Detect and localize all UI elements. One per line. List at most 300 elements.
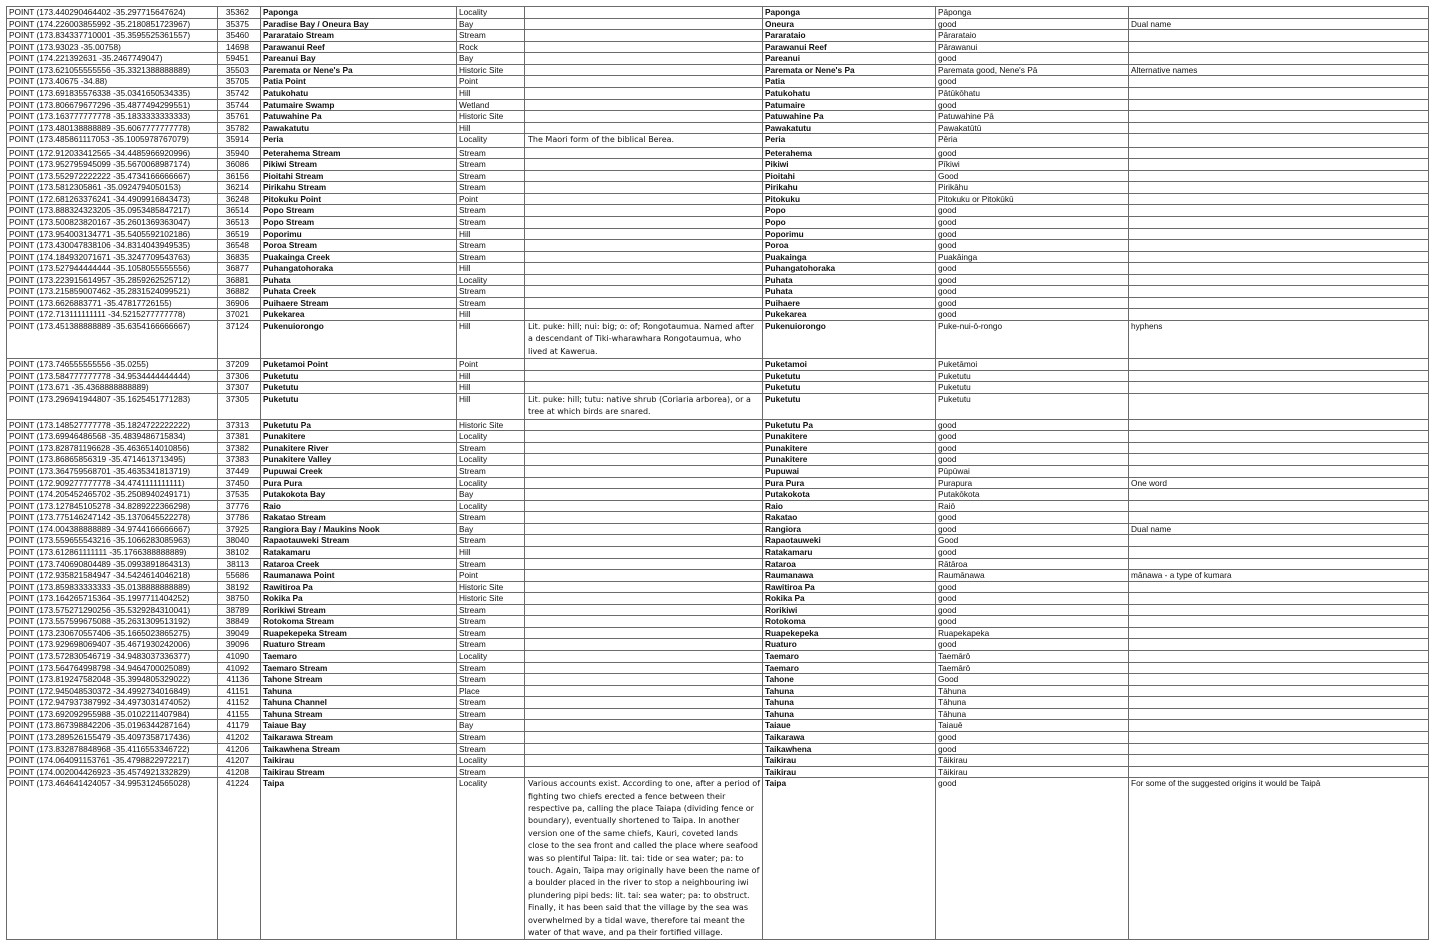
- current-name-cell: Puketutu Pa: [261, 419, 457, 431]
- table-row: [7, 41, 1429, 53]
- proposed-name-cell: Pioitahi: [763, 170, 936, 182]
- feature-type-cell: Stream: [457, 558, 525, 570]
- feature-id-cell: 35742: [218, 87, 261, 99]
- table-row: [7, 359, 1429, 371]
- name-origin-cell: [525, 18, 763, 30]
- current-name-cell: Popo Stream: [261, 205, 457, 217]
- table-row: [7, 251, 1429, 263]
- current-name-cell: Puihaere Stream: [261, 297, 457, 309]
- geometry-cell: POINT (173.93023 -35.00758): [7, 41, 218, 53]
- comment-cell: Dual name: [1129, 18, 1429, 30]
- geometry-cell: POINT (173.527944444444 -35.1058055555556): [7, 263, 218, 275]
- name-origin-cell: [525, 41, 763, 53]
- table-row: [7, 570, 1429, 582]
- name-origin-cell: [525, 111, 763, 123]
- comment-cell: [1129, 159, 1429, 171]
- orthography-cell: Paremata good, Nene's Pā: [936, 64, 1129, 76]
- feature-type-cell: Locality: [457, 431, 525, 443]
- geometry-cell: POINT (173.888324323205 -35.0953485847217): [7, 205, 218, 217]
- table-row: [7, 76, 1429, 88]
- orthography-cell: Pāponga: [936, 7, 1129, 19]
- proposed-name-cell: Pura Pura: [763, 477, 936, 489]
- comment-cell: [1129, 546, 1429, 558]
- table-row: [7, 134, 1429, 147]
- comment-cell: [1129, 309, 1429, 321]
- feature-id-cell: 38113: [218, 558, 261, 570]
- feature-type-cell: Stream: [457, 297, 525, 309]
- feature-id-cell: 35375: [218, 18, 261, 30]
- name-origin-cell: [525, 251, 763, 263]
- proposed-name-cell: Raumanawa: [763, 570, 936, 582]
- geometry-cell: POINT (173.485861117053 -35.1005978767079): [7, 134, 218, 147]
- comment-cell: [1129, 240, 1429, 252]
- proposed-name-cell: Poporimu: [763, 228, 936, 240]
- name-origin-cell: [525, 454, 763, 466]
- name-origin-cell: [525, 147, 763, 159]
- proposed-name-cell: Peterahema: [763, 147, 936, 159]
- current-name-cell: Rokika Pa: [261, 593, 457, 605]
- proposed-name-cell: Patuwahine Pa: [763, 111, 936, 123]
- feature-type-cell: Stream: [457, 240, 525, 252]
- comment-cell: [1129, 122, 1429, 134]
- table-row: [7, 87, 1429, 99]
- proposed-name-cell: Parawanui Reef: [763, 41, 936, 53]
- geometry-cell: POINT (173.671 -35.4368888888889): [7, 382, 218, 394]
- current-name-cell: Puketamoi Point: [261, 359, 457, 371]
- current-name-cell: Puakainga Creek: [261, 251, 457, 263]
- proposed-name-cell: Tahone: [763, 674, 936, 686]
- feature-id-cell: 36513: [218, 216, 261, 228]
- orthography-cell: Pārawanui: [936, 41, 1129, 53]
- table-row: [7, 627, 1429, 639]
- comment-cell: [1129, 382, 1429, 394]
- geometry-cell: POINT (172.681263376241 -34.4909916843473): [7, 193, 218, 205]
- proposed-name-cell: Patia: [763, 76, 936, 88]
- name-origin-cell: Lit. puke: hill; tutu: native shrub (Coriaria arborea), or a tree at which birds are snared.: [525, 393, 763, 419]
- feature-type-cell: Hill: [457, 393, 525, 419]
- proposed-name-cell: Popo: [763, 216, 936, 228]
- geometry-cell: POINT (173.86865856319 -35.4714613713495): [7, 454, 218, 466]
- comment-cell: Alternative names: [1129, 64, 1429, 76]
- comment-cell: [1129, 251, 1429, 263]
- table-row: [7, 159, 1429, 171]
- current-name-cell: Patia Point: [261, 76, 457, 88]
- comment-cell: [1129, 393, 1429, 419]
- orthography-cell: Pārarataio: [936, 30, 1129, 42]
- feature-id-cell: 41206: [218, 743, 261, 755]
- comment-cell: [1129, 274, 1429, 286]
- name-origin-cell: [525, 651, 763, 663]
- orthography-cell: good: [936, 778, 1129, 940]
- current-name-cell: Tahone Stream: [261, 674, 457, 686]
- table-row: [7, 393, 1429, 419]
- current-name-cell: Rapaotauweki Stream: [261, 535, 457, 547]
- orthography-cell: good: [936, 431, 1129, 443]
- proposed-name-cell: Tahuna: [763, 697, 936, 709]
- geometry-cell: POINT (174.002004426923 -35.4574921332829): [7, 766, 218, 778]
- name-origin-cell: [525, 558, 763, 570]
- feature-id-cell: 35940: [218, 147, 261, 159]
- feature-type-cell: Point: [457, 359, 525, 371]
- comment-cell: [1129, 627, 1429, 639]
- table-row: [7, 523, 1429, 535]
- name-origin-cell: [525, 627, 763, 639]
- feature-id-cell: 41136: [218, 674, 261, 686]
- geometry-cell: POINT (173.952795945099 -35.5670068987174): [7, 159, 218, 171]
- feature-type-cell: Stream: [457, 512, 525, 524]
- geometry-cell: POINT (173.230670557406 -35.1665023865275): [7, 627, 218, 639]
- orthography-cell: good: [936, 240, 1129, 252]
- comment-cell: [1129, 431, 1429, 443]
- feature-type-cell: Stream: [457, 604, 525, 616]
- geometry-cell: POINT (174.226003855992 -35.2180851723967): [7, 18, 218, 30]
- orthography-cell: Pirikāhu: [936, 182, 1129, 194]
- orthography-cell: good: [936, 76, 1129, 88]
- name-origin-cell: [525, 286, 763, 298]
- table-row: [7, 743, 1429, 755]
- feature-type-cell: Hill: [457, 87, 525, 99]
- proposed-name-cell: Puketutu Pa: [763, 419, 936, 431]
- name-origin-cell: [525, 359, 763, 371]
- comment-cell: [1129, 87, 1429, 99]
- proposed-name-cell: Patukohatu: [763, 87, 936, 99]
- geometry-cell: POINT (173.148527777778 -35.1824722222222): [7, 419, 218, 431]
- current-name-cell: Puketutu: [261, 382, 457, 394]
- comment-cell: [1129, 720, 1429, 732]
- table-row: [7, 604, 1429, 616]
- orthography-cell: Good: [936, 674, 1129, 686]
- feature-type-cell: Stream: [457, 216, 525, 228]
- feature-type-cell: Stream: [457, 674, 525, 686]
- name-origin-cell: [525, 193, 763, 205]
- feature-type-cell: Point: [457, 193, 525, 205]
- orthography-cell: good: [936, 205, 1129, 217]
- feature-type-cell: Stream: [457, 205, 525, 217]
- current-name-cell: Patukohatu: [261, 87, 457, 99]
- orthography-cell: Tāhuna: [936, 697, 1129, 709]
- geometry-cell: POINT (173.572830546719 -34.9483037336377): [7, 651, 218, 663]
- table-row: [7, 309, 1429, 321]
- feature-id-cell: 38040: [218, 535, 261, 547]
- proposed-name-cell: Putakokota: [763, 489, 936, 501]
- feature-id-cell: 36156: [218, 170, 261, 182]
- table-row: [7, 731, 1429, 743]
- comment-cell: [1129, 466, 1429, 478]
- name-origin-cell: [525, 30, 763, 42]
- geometry-cell: POINT (173.364759568701 -35.4635341813719): [7, 466, 218, 478]
- orthography-cell: good: [936, 442, 1129, 454]
- geometry-cell: POINT (173.464641424057 -34.9953124565028): [7, 778, 218, 940]
- feature-type-cell: Historic Site: [457, 419, 525, 431]
- feature-type-cell: Bay: [457, 53, 525, 65]
- feature-type-cell: Stream: [457, 616, 525, 628]
- table-row: [7, 122, 1429, 134]
- table-row: [7, 708, 1429, 720]
- name-origin-cell: [525, 419, 763, 431]
- table-row: [7, 662, 1429, 674]
- feature-type-cell: Hill: [457, 370, 525, 382]
- table-row: [7, 546, 1429, 558]
- current-name-cell: Parawanui Reef: [261, 41, 457, 53]
- feature-id-cell: 37313: [218, 419, 261, 431]
- feature-id-cell: 37450: [218, 477, 261, 489]
- feature-id-cell: 38849: [218, 616, 261, 628]
- feature-id-cell: 38750: [218, 593, 261, 605]
- name-origin-cell: [525, 477, 763, 489]
- orthography-cell: good: [936, 593, 1129, 605]
- orthography-cell: good: [936, 263, 1129, 275]
- feature-type-cell: Stream: [457, 627, 525, 639]
- feature-type-cell: Stream: [457, 743, 525, 755]
- current-name-cell: Rakatao Stream: [261, 512, 457, 524]
- geometry-cell: POINT (173.296941944807 -35.1625451771283): [7, 393, 218, 419]
- comment-cell: [1129, 639, 1429, 651]
- orthography-cell: Pūpūwai: [936, 466, 1129, 478]
- geometry-cell: POINT (172.947937387992 -34.4973031474052): [7, 697, 218, 709]
- name-origin-cell: [525, 755, 763, 767]
- feature-type-cell: Bay: [457, 523, 525, 535]
- geometry-cell: POINT (172.935821584947 -34.5424614046218): [7, 570, 218, 582]
- feature-type-cell: Locality: [457, 477, 525, 489]
- orthography-cell: good: [936, 274, 1129, 286]
- feature-id-cell: 37381: [218, 431, 261, 443]
- current-name-cell: Paremata or Nene's Pa: [261, 64, 457, 76]
- current-name-cell: Taemaro: [261, 651, 457, 663]
- table-row: [7, 286, 1429, 298]
- name-origin-cell: [525, 685, 763, 697]
- geometry-cell: POINT (173.164265715364 -35.1997711404252): [7, 593, 218, 605]
- feature-id-cell: 38102: [218, 546, 261, 558]
- feature-id-cell: 38192: [218, 581, 261, 593]
- comment-cell: [1129, 604, 1429, 616]
- current-name-cell: Taipa: [261, 778, 457, 940]
- comment-cell: [1129, 53, 1429, 65]
- feature-id-cell: 41179: [218, 720, 261, 732]
- name-origin-cell: [525, 743, 763, 755]
- orthography-cell: Ruapekapeka: [936, 627, 1129, 639]
- feature-id-cell: 41090: [218, 651, 261, 663]
- comment-cell: [1129, 76, 1429, 88]
- orthography-cell: Puke-nui-ō-rongo: [936, 321, 1129, 359]
- name-origin-cell: [525, 7, 763, 19]
- feature-id-cell: 14698: [218, 41, 261, 53]
- table-row: [7, 512, 1429, 524]
- geometry-cell: POINT (173.746555555556 -35.0255): [7, 359, 218, 371]
- comment-cell: [1129, 535, 1429, 547]
- proposed-name-cell: Rangiora: [763, 523, 936, 535]
- current-name-cell: Pareanui Bay: [261, 53, 457, 65]
- comment-cell: [1129, 370, 1429, 382]
- table-row: [7, 147, 1429, 159]
- feature-type-cell: Locality: [457, 778, 525, 940]
- orthography-cell: Putakōkota: [936, 489, 1129, 501]
- proposed-name-cell: Poroa: [763, 240, 936, 252]
- orthography-cell: Good: [936, 170, 1129, 182]
- current-name-cell: Pararataio Stream: [261, 30, 457, 42]
- orthography-cell: good: [936, 309, 1129, 321]
- current-name-cell: Paponga: [261, 7, 457, 19]
- name-origin-cell: [525, 581, 763, 593]
- comment-cell: [1129, 7, 1429, 19]
- feature-type-cell: Locality: [457, 755, 525, 767]
- table-row: [7, 240, 1429, 252]
- comment-cell: One word: [1129, 477, 1429, 489]
- geometry-cell: POINT (173.828781196628 -35.4636514010856): [7, 442, 218, 454]
- orthography-cell: good: [936, 286, 1129, 298]
- proposed-name-cell: Puhata: [763, 286, 936, 298]
- comment-cell: [1129, 731, 1429, 743]
- feature-type-cell: Stream: [457, 662, 525, 674]
- comment-cell: [1129, 766, 1429, 778]
- geometry-cell: POINT (173.552972222222 -35.4734166666667): [7, 170, 218, 182]
- geometry-cell: POINT (173.430047838106 -34.8314043949535): [7, 240, 218, 252]
- proposed-name-cell: Puihaere: [763, 297, 936, 309]
- geometry-cell: POINT (173.692092955988 -35.0102211407984): [7, 708, 218, 720]
- name-origin-cell: [525, 500, 763, 512]
- current-name-cell: Tahuna Channel: [261, 697, 457, 709]
- table-row: [7, 370, 1429, 382]
- orthography-cell: Puketutu: [936, 370, 1129, 382]
- current-name-cell: Patumaire Swamp: [261, 99, 457, 111]
- geometry-cell: POINT (173.621055555556 -35.3321388888889): [7, 64, 218, 76]
- proposed-name-cell: Tahuna: [763, 708, 936, 720]
- current-name-cell: Rangiora Bay / Maukins Nook: [261, 523, 457, 535]
- table-row: [7, 766, 1429, 778]
- name-origin-cell: [525, 512, 763, 524]
- proposed-name-cell: Peria: [763, 134, 936, 147]
- feature-type-cell: Locality: [457, 651, 525, 663]
- feature-id-cell: 37382: [218, 442, 261, 454]
- table-row: [7, 477, 1429, 489]
- feature-type-cell: Hill: [457, 309, 525, 321]
- proposed-name-cell: Ruaturo: [763, 639, 936, 651]
- proposed-name-cell: Raio: [763, 500, 936, 512]
- comment-cell: [1129, 111, 1429, 123]
- feature-id-cell: 37383: [218, 454, 261, 466]
- comment-cell: [1129, 581, 1429, 593]
- name-origin-cell: The Maori form of the biblical Berea.: [525, 134, 763, 147]
- current-name-cell: Peria: [261, 134, 457, 147]
- orthography-cell: Puketutu: [936, 393, 1129, 419]
- name-origin-cell: [525, 370, 763, 382]
- feature-id-cell: 36248: [218, 193, 261, 205]
- comment-cell: [1129, 30, 1429, 42]
- feature-id-cell: 41224: [218, 778, 261, 940]
- proposed-name-cell: Ratakamaru: [763, 546, 936, 558]
- table-row: [7, 297, 1429, 309]
- comment-cell: [1129, 685, 1429, 697]
- geometry-cell: POINT (172.912033412565 -34.4485966920996): [7, 147, 218, 159]
- comment-cell: [1129, 616, 1429, 628]
- comment-cell: [1129, 286, 1429, 298]
- feature-type-cell: Hill: [457, 382, 525, 394]
- orthography-cell: Tāikirau: [936, 755, 1129, 767]
- geometry-cell: POINT (173.559655543216 -35.1066283085963): [7, 535, 218, 547]
- feature-id-cell: 35914: [218, 134, 261, 147]
- current-name-cell: Taikawhena Stream: [261, 743, 457, 755]
- comment-cell: [1129, 708, 1429, 720]
- geometry-cell: POINT (173.500823820167 -35.2601369363047): [7, 216, 218, 228]
- geometry-cell: POINT (173.575271290256 -35.5329284310041): [7, 604, 218, 616]
- feature-type-cell: Bay: [457, 720, 525, 732]
- feature-id-cell: 35761: [218, 111, 261, 123]
- table-row: [7, 99, 1429, 111]
- orthography-cell: Tāikirau: [936, 766, 1129, 778]
- geometry-cell: POINT (174.004388888889 -34.9744166666667): [7, 523, 218, 535]
- name-origin-cell: [525, 228, 763, 240]
- current-name-cell: Punakitere: [261, 431, 457, 443]
- current-name-cell: Pioitahi Stream: [261, 170, 457, 182]
- current-name-cell: Punakitere River: [261, 442, 457, 454]
- proposed-name-cell: Tahuna: [763, 685, 936, 697]
- feature-type-cell: Locality: [457, 274, 525, 286]
- orthography-cell: good: [936, 454, 1129, 466]
- proposed-name-cell: Punakitere: [763, 442, 936, 454]
- name-origin-cell: [525, 99, 763, 111]
- orthography-cell: Puketāmoi: [936, 359, 1129, 371]
- proposed-name-cell: Pukekarea: [763, 309, 936, 321]
- current-name-cell: Pirikahu Stream: [261, 182, 457, 194]
- comment-cell: [1129, 263, 1429, 275]
- proposed-name-cell: Rapaotauweki: [763, 535, 936, 547]
- orthography-cell: Puakāinga: [936, 251, 1129, 263]
- geometry-cell: POINT (173.564764998798 -34.9464700025089): [7, 662, 218, 674]
- name-origin-cell: [525, 87, 763, 99]
- geometry-cell: POINT (174.221392631 -35.2467749047): [7, 53, 218, 65]
- feature-type-cell: Stream: [457, 159, 525, 171]
- comment-cell: [1129, 558, 1429, 570]
- comment-cell: [1129, 512, 1429, 524]
- name-origin-cell: [525, 604, 763, 616]
- proposed-name-cell: Paremata or Nene's Pa: [763, 64, 936, 76]
- proposed-name-cell: Popo: [763, 205, 936, 217]
- table-row: [7, 18, 1429, 30]
- geometry-cell: POINT (173.775146247142 -35.1370645522278): [7, 512, 218, 524]
- name-origin-cell: [525, 535, 763, 547]
- table-row: [7, 170, 1429, 182]
- table-row: [7, 193, 1429, 205]
- feature-type-cell: Stream: [457, 147, 525, 159]
- feature-type-cell: Stream: [457, 442, 525, 454]
- table-row: [7, 651, 1429, 663]
- feature-id-cell: 39049: [218, 627, 261, 639]
- feature-type-cell: Historic Site: [457, 581, 525, 593]
- feature-type-cell: Stream: [457, 766, 525, 778]
- table-row: [7, 321, 1429, 359]
- current-name-cell: Taikirau: [261, 755, 457, 767]
- current-name-cell: Patuwahine Pa: [261, 111, 457, 123]
- geometry-cell: POINT (172.713111111111 -34.5215277777778): [7, 309, 218, 321]
- table-row: [7, 755, 1429, 767]
- table-row: [7, 7, 1429, 19]
- comment-cell: [1129, 170, 1429, 182]
- feature-type-cell: Stream: [457, 30, 525, 42]
- feature-type-cell: Historic Site: [457, 64, 525, 76]
- name-origin-cell: [525, 274, 763, 286]
- comment-cell: [1129, 662, 1429, 674]
- proposed-name-cell: Taikirau: [763, 755, 936, 767]
- orthography-cell: good: [936, 616, 1129, 628]
- table-row: [7, 593, 1429, 605]
- orthography-cell: Good: [936, 535, 1129, 547]
- comment-cell: [1129, 674, 1429, 686]
- current-name-cell: Puhata Creek: [261, 286, 457, 298]
- comment-cell: [1129, 651, 1429, 663]
- comment-cell: [1129, 228, 1429, 240]
- feature-id-cell: 36882: [218, 286, 261, 298]
- geometry-cell: POINT (172.909277777778 -34.4741111111111): [7, 477, 218, 489]
- feature-id-cell: 35362: [218, 7, 261, 19]
